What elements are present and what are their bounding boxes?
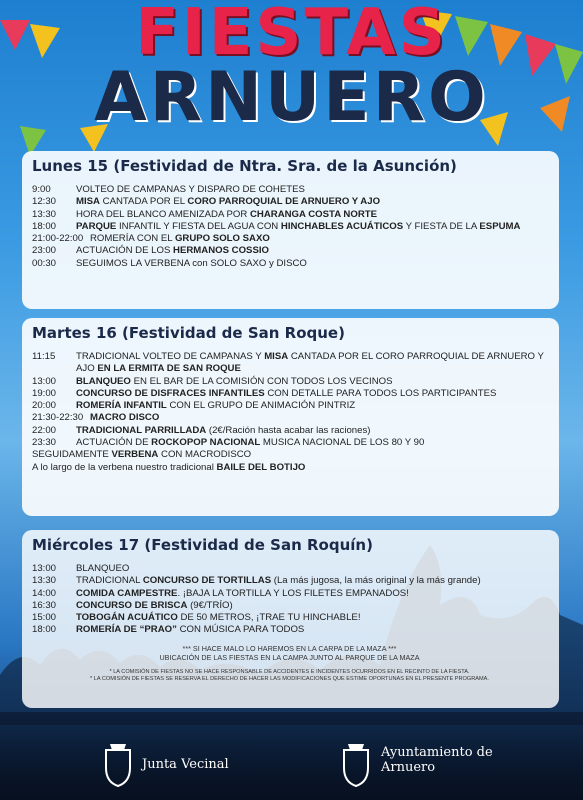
event-description bbox=[76, 612, 547, 624]
event-highlight: CHARANGA COSTA NORTE bbox=[249, 208, 378, 220]
weather-notes bbox=[32, 644, 547, 662]
event-text: ACTUACIÓN DE LOS bbox=[76, 245, 174, 257]
event-list bbox=[32, 563, 547, 637]
event-row bbox=[32, 196, 547, 208]
event-text: HORA DEL BLANCO AMENIZADA POR bbox=[76, 208, 250, 220]
event-description bbox=[76, 184, 547, 196]
event-row bbox=[32, 388, 547, 400]
event-description bbox=[76, 388, 547, 400]
event-highlight: MISA bbox=[76, 196, 100, 208]
event-time: 18:00 bbox=[32, 624, 57, 636]
note-line: UBICACIÓN DE LAS FIESTAS EN LA CAMPA JUNTO AL PARQUE DE LA MAZA bbox=[159, 652, 420, 662]
day-title: Lunes 15 (Festividad de Ntra. Sra. de la Asunción) bbox=[32, 157, 457, 175]
event-time: 19:00 bbox=[32, 387, 57, 399]
event-text: Y FIESTA DE LA bbox=[403, 220, 480, 232]
event-text: CON DETALLE PARA TODOS LOS PARTICIPANTES bbox=[264, 387, 497, 399]
event-highlight: GRUPO SOLO SAXO bbox=[174, 233, 270, 245]
event-text: SEGUIMOS LA VERBENA con SOLO SAXO y DISCO bbox=[76, 257, 307, 269]
event-highlight: EN LA ERMITA DE SAN ROQUE bbox=[97, 363, 241, 375]
day-panel-martes bbox=[22, 318, 559, 516]
day-panel-miercoles bbox=[22, 530, 559, 708]
event-text: A lo largo de la verbena nuestro tradicional bbox=[32, 461, 217, 473]
event-time: 9:00 bbox=[32, 184, 51, 195]
event-row bbox=[32, 184, 547, 196]
event-row bbox=[32, 258, 547, 270]
event-row bbox=[32, 221, 547, 233]
extra-line bbox=[32, 449, 547, 461]
event-description bbox=[90, 412, 547, 424]
event-highlight: HINCHABLES ACUÁTICOS bbox=[280, 220, 404, 232]
event-text: DE 50 METROS, ¡TRAE TU HINCHABLE! bbox=[177, 612, 361, 624]
event-time: 14:00 bbox=[32, 587, 57, 599]
event-highlight: CORO PARROQUIAL DE ARNUERO Y AJO bbox=[187, 196, 381, 208]
event-highlight: ROMERÍA DE “PRAO” bbox=[76, 624, 177, 636]
event-time: 23:00 bbox=[32, 245, 57, 257]
event-time: 13:00 bbox=[32, 375, 57, 387]
event-row bbox=[32, 612, 547, 624]
event-row bbox=[32, 563, 547, 575]
disclaimer-notes bbox=[32, 669, 547, 683]
event-text: INFANTIL Y FIESTA DEL AGUA CON bbox=[116, 220, 281, 232]
event-text: (La más jugosa, la más original y la más grande) bbox=[271, 575, 481, 587]
event-text: BLANQUEO bbox=[76, 563, 130, 574]
footer-ayuntamiento-line2: Arnuero bbox=[381, 760, 436, 775]
day-title: Martes 16 (Festividad de San Roque) bbox=[32, 324, 345, 342]
event-text: (2€/Ración hasta acabar las raciones) bbox=[206, 424, 371, 436]
event-time: 12:30 bbox=[32, 196, 57, 208]
event-description bbox=[76, 209, 547, 221]
event-row bbox=[32, 600, 547, 612]
event-text: TRADICIONAL VOLTEO DE CAMPANAS Y bbox=[76, 351, 265, 362]
event-time: 21:00-22:00 bbox=[32, 233, 84, 245]
event-text: CON EL GRUPO DE ANIMACIÓN PINTRIZ bbox=[166, 400, 356, 412]
note-line: *** SI HACE MALO LO HAREMOS EN LA CARPA DE LA MAZA *** bbox=[182, 643, 397, 653]
coat-of-arms-icon bbox=[100, 742, 136, 788]
event-description bbox=[76, 563, 547, 575]
event-highlight: BAILE DEL BOTIJO bbox=[216, 461, 306, 473]
event-text: SEGUIDAMENTE bbox=[32, 449, 112, 461]
event-text: CANTADA POR EL bbox=[99, 196, 188, 208]
event-text: CON MÚSICA PARA TODOS bbox=[176, 624, 305, 636]
event-time: 13:30 bbox=[32, 575, 57, 587]
event-text: TRADICIONAL bbox=[76, 575, 143, 587]
event-description bbox=[90, 233, 547, 245]
event-row bbox=[32, 412, 547, 424]
event-text: CON MACRODISCO bbox=[158, 449, 252, 461]
event-text: CANTADA POR EL CORO PARROQUIAL DE ARNUERO Y AJO bbox=[76, 351, 544, 375]
event-row bbox=[32, 233, 547, 245]
event-description bbox=[76, 624, 547, 636]
event-time: 15:00 bbox=[32, 612, 57, 624]
event-description bbox=[76, 351, 547, 376]
event-description bbox=[76, 376, 547, 388]
event-description bbox=[76, 588, 547, 600]
event-highlight: CONCURSO DE TORTILLAS bbox=[142, 575, 272, 587]
title-arnuero: ARNUERO bbox=[94, 58, 489, 137]
event-time: 13:30 bbox=[32, 208, 57, 220]
footer-ayuntamiento bbox=[381, 745, 493, 775]
event-highlight: ROCKOPOP NACIONAL bbox=[151, 437, 261, 449]
event-row bbox=[32, 437, 547, 449]
event-time: 00:30 bbox=[32, 257, 57, 269]
event-description bbox=[76, 575, 547, 587]
event-row bbox=[32, 400, 547, 412]
event-row bbox=[32, 624, 547, 636]
event-description bbox=[76, 258, 547, 270]
footer bbox=[0, 712, 583, 800]
event-list bbox=[32, 184, 547, 270]
event-text: (9€/TRÍO) bbox=[187, 599, 233, 611]
event-highlight: MACRO DISCO bbox=[90, 412, 160, 424]
disclaimer-line: * LA COMISIÓN DE FIESTAS NO SE HACE RESPONSABLE DE ACCIDENTES E INCIDENTES OCURRIDOS EN EL RECINTO DE LA FIESTA. bbox=[109, 668, 470, 675]
event-highlight: CONCURSO DE DISFRACES INFANTILES bbox=[76, 387, 265, 399]
event-time: 16:30 bbox=[32, 599, 57, 611]
event-list bbox=[32, 351, 547, 449]
title-fiestas: FIESTAS bbox=[135, 0, 448, 70]
event-time: 23:30 bbox=[32, 437, 57, 449]
event-highlight: MISA bbox=[264, 351, 289, 362]
event-time: 20:00 bbox=[32, 400, 57, 412]
event-highlight: BLANQUEO bbox=[76, 375, 131, 387]
disclaimer-line: * LA COMISIÓN DE FIESTAS SE RESERVA EL DERECHO DE HACER LAS MODIFICACIONES QUE ESTIME OPORTUNAS EN EL PRESENTE PROGRAMA. bbox=[90, 675, 489, 682]
event-time: 18:00 bbox=[32, 220, 57, 232]
event-row bbox=[32, 209, 547, 221]
event-highlight: TOBOGÁN ACUÁTICO bbox=[76, 612, 178, 624]
event-text: EN EL BAR DE LA COMISIÓN CON TODOS LOS VECINOS bbox=[130, 375, 393, 387]
event-row bbox=[32, 351, 547, 376]
extra-lines bbox=[32, 449, 547, 474]
event-description bbox=[76, 245, 547, 257]
event-highlight: CONCURSO DE BRISCA bbox=[76, 599, 188, 611]
footer-ayuntamiento-line1: Ayuntamiento de bbox=[381, 745, 493, 760]
event-time: 13:00 bbox=[32, 563, 57, 574]
event-row bbox=[32, 575, 547, 587]
event-highlight: HERMANOS COSSIO bbox=[173, 245, 269, 257]
event-row bbox=[32, 245, 547, 257]
footer-junta-vecinal: Junta Vecinal bbox=[142, 757, 229, 772]
event-highlight: COMIDA CAMPESTRE bbox=[76, 587, 178, 599]
event-highlight: PARQUE bbox=[76, 220, 117, 232]
event-row bbox=[32, 425, 547, 437]
event-text: . ¡BAJA LA TORTILLA Y LOS FILETES EMPANADOS! bbox=[177, 587, 409, 599]
event-highlight: VERBENA bbox=[111, 449, 159, 461]
coat-of-arms-icon bbox=[338, 742, 374, 788]
event-description bbox=[76, 196, 547, 208]
event-row bbox=[32, 376, 547, 388]
event-description bbox=[76, 221, 547, 233]
event-text: VOLTEO DE CAMPANAS Y DISPARO DE COHETES bbox=[76, 184, 305, 195]
day-panel-lunes bbox=[22, 151, 559, 309]
event-text: ROMERÍA CON EL bbox=[90, 233, 175, 245]
event-highlight: TRADICIONAL PARRILLADA bbox=[76, 424, 207, 436]
event-description bbox=[76, 437, 547, 449]
day-title: Miércoles 17 (Festividad de San Roquín) bbox=[32, 536, 373, 554]
event-time: 22:00 bbox=[32, 424, 57, 436]
event-text: ACTUACIÓN DE bbox=[76, 437, 152, 449]
event-text: MUSICA NACIONAL DE LOS 80 Y 90 bbox=[260, 437, 425, 449]
extra-line bbox=[32, 462, 547, 474]
event-highlight: ESPUMA bbox=[479, 220, 521, 232]
event-description bbox=[76, 425, 547, 437]
event-highlight: ROMERÍA INFANTIL bbox=[76, 400, 167, 412]
event-description bbox=[76, 600, 547, 612]
event-time: 21:30-22:30 bbox=[32, 412, 84, 424]
event-time: 11:15 bbox=[32, 351, 56, 362]
event-description bbox=[76, 400, 547, 412]
event-row bbox=[32, 588, 547, 600]
